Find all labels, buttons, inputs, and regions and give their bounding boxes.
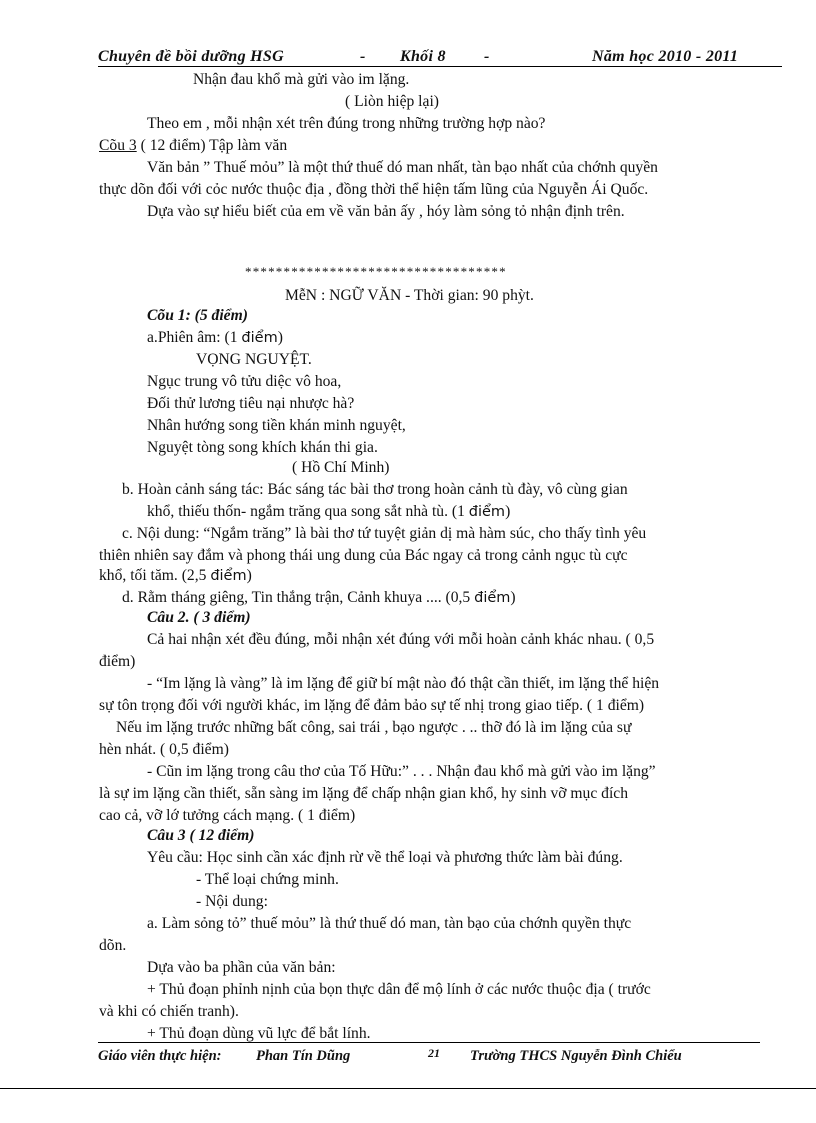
text-span: ) — [246, 567, 252, 584]
answer-line: Nếu im lặng trước những bất công, sai trái , bạo ngược . .. thỡ đó là im lặng của sự — [116, 719, 632, 736]
answer-line: c. Nội dung: “Ngắm trăng” là bài thơ tứ tuyệt giản dị mà hàm súc, cho thấy tình yêu — [122, 525, 647, 542]
page-footer — [98, 1042, 760, 1067]
header-grade: Khối 8 — [400, 48, 446, 65]
poem-line: Đối thử lương tiêu nại nhược hà? — [147, 395, 355, 412]
question-text: Theo em , mỗi nhận xét trên đúng trong những trường hợp nào? — [147, 115, 546, 132]
text-span: d. Rằm tháng giêng, Tin thắng trận, Cảnh khuya .... (0,5 — [122, 589, 475, 606]
footer-school: Trường THCS Nguyễn Đình Chiểu — [470, 1048, 682, 1064]
header-topic: Chuyên đề bồi dưỡng HSG — [98, 48, 284, 65]
poem-line: Ngục trung vô tửu diệc vô hoa, — [147, 373, 342, 390]
answer-line: và khi có chiến tranh). — [99, 1003, 239, 1020]
header-separator: - — [360, 48, 366, 65]
text-span: khổ, thiếu thốn- ngắm trăng qua song sắt nhà tù. (1 — [147, 503, 469, 520]
footer-teacher-label: Giáo viên thực hiện: — [98, 1048, 222, 1064]
header-school-year: Năm học 2010 - 2011 — [592, 48, 739, 65]
answer-key-title: MễN : NGỮ VĂN - Thời gian: 90 phỳt. — [285, 287, 534, 304]
answer-line: Yêu cầu: Học sinh cần xác định rừ về thể loại và phương thức làm bài đúng. — [147, 849, 623, 866]
text-span: điểm — [241, 330, 278, 346]
poem-author: ( Hồ Chí Minh) — [292, 459, 390, 476]
answer-line: - Thể loại chứng minh. — [196, 871, 339, 888]
page-bottom-divider — [0, 1088, 816, 1089]
header-separator: - — [484, 48, 490, 65]
answer-2-heading: Câu 2. ( 3 điểm) — [147, 609, 251, 626]
page-number: 21 — [428, 1046, 440, 1060]
answer-line: - “Im lặng là vàng” là im lặng để giữ bí mật nào đó thật cần thiết, im lặng thể hiện — [147, 675, 660, 692]
text-span: ) — [510, 589, 516, 606]
answer-line: dõn. — [99, 937, 127, 954]
text-span: điểm — [474, 590, 511, 606]
answer-line — [99, 566, 252, 586]
answer-line: - Nội dung: — [196, 893, 268, 910]
text-span: ) — [505, 503, 511, 520]
answer-line: b. Hoàn cảnh sáng tác: Bác sáng tác bài thơ trong hoàn cảnh tù đày, vô cùng gian — [122, 481, 628, 498]
answer-line — [122, 588, 516, 608]
poem-line: Nhận đau khổ mà gửi vào im lặng. — [193, 71, 410, 88]
answer-line — [147, 502, 510, 522]
answer-line: Cả hai nhận xét đều đúng, mỗi nhận xét đúng với mỗi hoàn cảnh khác nhau. ( 0,5 — [147, 631, 655, 648]
poem-title: VỌNG NGUYỆT. — [196, 351, 312, 368]
answer-line: + Thủ đoạn phỉnh nịnh của bọn thực dân để mộ lính ở các nước thuộc địa ( trước — [147, 981, 651, 998]
answer-line: cao cả, vỡ lớ tưởng cách mạng. ( 1 điểm) — [99, 807, 356, 824]
text-span: a.Phiên âm: (1 — [147, 329, 242, 346]
answer-line — [147, 328, 283, 348]
text-span: điểm — [210, 568, 247, 584]
answer-line: là sự im lặng cần thiết, sẵn sàng im lặng để chấp nhận gian khổ, hy sinh vỡ mục đích — [99, 785, 629, 802]
poem-line: Nhân hướng song tiền khán minh nguyệt, — [147, 417, 406, 434]
text-span: điểm — [468, 504, 506, 520]
answer-3-heading: Câu 3 ( 12 điểm) — [147, 827, 255, 844]
text-span: ) — [277, 329, 283, 346]
poem-attribution: ( Liòn hiệp lại) — [345, 93, 439, 110]
answer-line: a. Làm sỏng tỏ” thuế mỏu” là thứ thuế dó man, tàn bạo của chớnh quyền thực — [147, 915, 632, 932]
question-3-label: Cõu 3 — [99, 137, 137, 154]
answer-line: thiên nhiên say đắm và phong thái ung dung của Bác ngay cả trong cảnh ngục tù cực — [99, 547, 628, 564]
question-3-heading — [99, 136, 287, 156]
paragraph-line: thực dõn đối với cỏc nước thuộc địa , đồng thời thể hiện tấm lũng của Nguyễn Ái Quốc. — [99, 181, 649, 198]
answer-line: sự tôn trọng đối với người khác, im lặng để đảm bảo sự tế nhị trong giao tiếp. ( 1 điểm) — [99, 697, 645, 714]
poem-line: Nguyệt tòng song khích khán thi gia. — [147, 439, 378, 456]
page-header — [98, 46, 782, 67]
separator-stars: ********************************** — [245, 264, 507, 279]
question-3-points: ( 12 điểm) Tập làm văn — [136, 137, 288, 154]
answer-line: điểm) — [99, 653, 136, 670]
answer-1-heading: Cõu 1: (5 điểm) — [147, 307, 248, 324]
answer-line: Dựa vào ba phần của văn bản: — [147, 959, 336, 976]
footer-teacher-name: Phan Tín Dũng — [256, 1048, 351, 1064]
text-span: khổ, tối tăm. (2,5 — [99, 567, 211, 584]
paragraph-line: Dựa vào sự hiểu biết của em về văn bản ấy , hóy làm sỏng tỏ nhận định trên. — [147, 203, 625, 220]
paragraph-line: Văn bản ” Thuế mỏu” là một thứ thuế dó man nhất, tàn bạo nhất của chớnh quyền — [147, 159, 658, 176]
answer-line: - Cũn im lặng trong câu thơ của Tố Hữu:” . . . Nhận đau khổ mà gửi vào im lặng” — [147, 763, 656, 780]
answer-line: + Thủ đoạn dùng vũ lực để bắt lính. — [147, 1025, 371, 1042]
answer-line: hèn nhát. ( 0,5 điểm) — [99, 741, 229, 758]
